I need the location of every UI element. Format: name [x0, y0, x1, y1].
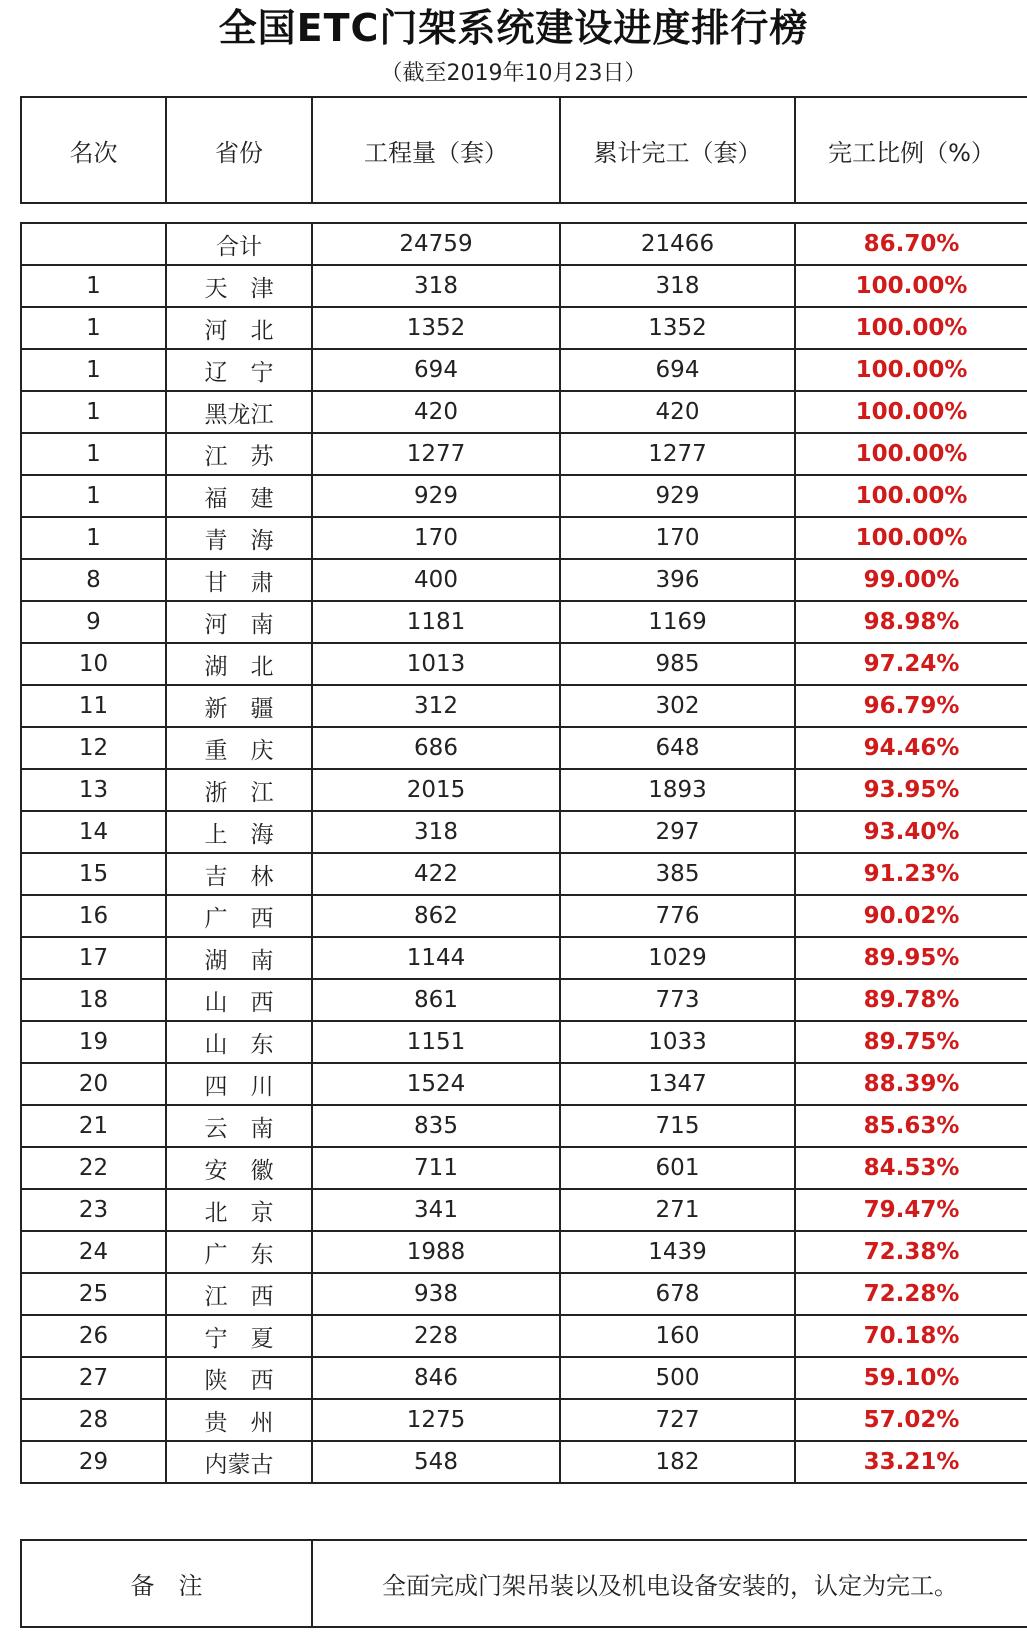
cell-province: 山 西	[166, 979, 312, 1021]
total-rank	[21, 223, 166, 265]
cell-completed: 160	[560, 1315, 795, 1357]
table-row	[21, 601, 1027, 643]
cell-completed: 182	[560, 1441, 795, 1483]
cell-province: 青 海	[166, 517, 312, 559]
table-row	[21, 1273, 1027, 1315]
cell-volume: 420	[312, 391, 560, 433]
cell-ratio: 93.95%	[795, 769, 1027, 811]
cell-province: 吉 林	[166, 853, 312, 895]
cell-rank: 8	[21, 559, 166, 601]
cell-volume: 686	[312, 727, 560, 769]
total-ratio: 86.70%	[795, 223, 1027, 265]
page-title: 全国ETC门架系统建设进度排行榜	[218, 6, 809, 50]
cell-volume: 1277	[312, 433, 560, 475]
cell-rank: 1	[21, 433, 166, 475]
header-row	[21, 97, 1027, 203]
cell-province: 福 建	[166, 475, 312, 517]
cell-volume: 694	[312, 349, 560, 391]
note-text: 全面完成门架吊装以及机电设备安装的，认定为完工。	[312, 1540, 1027, 1627]
cell-province: 北 京	[166, 1189, 312, 1231]
cell-ratio: 84.53%	[795, 1147, 1027, 1189]
cell-province: 四 川	[166, 1063, 312, 1105]
cell-rank: 1	[21, 307, 166, 349]
cell-province: 新 疆	[166, 685, 312, 727]
cell-ratio: 100.00%	[795, 307, 1027, 349]
cell-rank: 15	[21, 853, 166, 895]
cell-province: 浙 江	[166, 769, 312, 811]
cell-ratio: 99.00%	[795, 559, 1027, 601]
cell-volume: 835	[312, 1105, 560, 1147]
cell-rank: 19	[21, 1021, 166, 1063]
cell-volume: 1181	[312, 601, 560, 643]
note-label: 备 注	[21, 1540, 312, 1627]
cell-completed: 1893	[560, 769, 795, 811]
cell-ratio: 100.00%	[795, 391, 1027, 433]
cell-province: 河 北	[166, 307, 312, 349]
cell-volume: 422	[312, 853, 560, 895]
header-table	[20, 96, 1027, 204]
cell-ratio: 91.23%	[795, 853, 1027, 895]
cell-ratio: 98.98%	[795, 601, 1027, 643]
cell-volume: 341	[312, 1189, 560, 1231]
cell-completed: 302	[560, 685, 795, 727]
cell-ratio: 33.21%	[795, 1441, 1027, 1483]
cell-volume: 862	[312, 895, 560, 937]
table-row	[21, 265, 1027, 307]
cell-province: 陕 西	[166, 1357, 312, 1399]
table-row	[21, 1189, 1027, 1231]
cell-ratio: 100.00%	[795, 475, 1027, 517]
cell-rank: 9	[21, 601, 166, 643]
cell-completed: 1352	[560, 307, 795, 349]
cell-ratio: 85.63%	[795, 1105, 1027, 1147]
cell-province: 天 津	[166, 265, 312, 307]
cell-ratio: 59.10%	[795, 1357, 1027, 1399]
table-row	[21, 559, 1027, 601]
table-row	[21, 1399, 1027, 1441]
cell-rank: 25	[21, 1273, 166, 1315]
cell-completed: 929	[560, 475, 795, 517]
cell-completed: 727	[560, 1399, 795, 1441]
cell-rank: 18	[21, 979, 166, 1021]
header-rank: 名次	[21, 97, 166, 203]
cell-volume: 938	[312, 1273, 560, 1315]
cell-volume: 1988	[312, 1231, 560, 1273]
note-table	[20, 1539, 1027, 1628]
table-row	[21, 517, 1027, 559]
cell-rank: 1	[21, 391, 166, 433]
cell-ratio: 100.00%	[795, 433, 1027, 475]
cell-volume: 929	[312, 475, 560, 517]
table-row	[21, 895, 1027, 937]
table-row	[21, 1105, 1027, 1147]
cell-ratio: 100.00%	[795, 265, 1027, 307]
cell-province: 宁 夏	[166, 1315, 312, 1357]
cell-rank: 23	[21, 1189, 166, 1231]
cell-volume: 1144	[312, 937, 560, 979]
cell-ratio: 100.00%	[795, 349, 1027, 391]
cell-volume: 228	[312, 1315, 560, 1357]
cell-completed: 420	[560, 391, 795, 433]
cell-completed: 1169	[560, 601, 795, 643]
cell-volume: 400	[312, 559, 560, 601]
table-row	[21, 1021, 1027, 1063]
table-row	[21, 811, 1027, 853]
cell-completed: 396	[560, 559, 795, 601]
cell-volume: 1352	[312, 307, 560, 349]
cell-completed: 601	[560, 1147, 795, 1189]
table-row	[21, 475, 1027, 517]
cell-province: 湖 北	[166, 643, 312, 685]
header-completed: 累计完工（套）	[560, 97, 795, 203]
cell-province: 江 苏	[166, 433, 312, 475]
cell-completed: 500	[560, 1357, 795, 1399]
total-label: 合计	[166, 223, 312, 265]
cell-completed: 271	[560, 1189, 795, 1231]
cell-volume: 1524	[312, 1063, 560, 1105]
cell-ratio: 97.24%	[795, 643, 1027, 685]
table-row	[21, 433, 1027, 475]
cell-province: 黑龙江	[166, 391, 312, 433]
cell-ratio: 94.46%	[795, 727, 1027, 769]
cell-rank: 26	[21, 1315, 166, 1357]
total-volume: 24759	[312, 223, 560, 265]
cell-volume: 318	[312, 811, 560, 853]
cell-ratio: 89.78%	[795, 979, 1027, 1021]
cell-rank: 13	[21, 769, 166, 811]
cell-volume: 318	[312, 265, 560, 307]
table-row	[21, 1063, 1027, 1105]
cell-ratio: 93.40%	[795, 811, 1027, 853]
cell-volume: 2015	[312, 769, 560, 811]
cell-rank: 17	[21, 937, 166, 979]
table-row	[21, 727, 1027, 769]
cell-volume: 1151	[312, 1021, 560, 1063]
cell-completed: 678	[560, 1273, 795, 1315]
cell-ratio: 96.79%	[795, 685, 1027, 727]
cell-province: 云 南	[166, 1105, 312, 1147]
cell-province: 湖 南	[166, 937, 312, 979]
cell-completed: 1033	[560, 1021, 795, 1063]
cell-volume: 170	[312, 517, 560, 559]
table-row	[21, 349, 1027, 391]
cell-province: 内蒙古	[166, 1441, 312, 1483]
page-subtitle: （截至2019年10月23日）	[380, 61, 647, 86]
cell-completed: 385	[560, 853, 795, 895]
table-row	[21, 1357, 1027, 1399]
cell-rank: 1	[21, 517, 166, 559]
table-row	[21, 1147, 1027, 1189]
cell-rank: 21	[21, 1105, 166, 1147]
cell-ratio: 90.02%	[795, 895, 1027, 937]
cell-rank: 24	[21, 1231, 166, 1273]
note-row	[21, 1540, 1027, 1627]
table-row	[21, 643, 1027, 685]
cell-rank: 1	[21, 349, 166, 391]
ranking-table	[20, 222, 1027, 1484]
cell-completed: 1277	[560, 433, 795, 475]
cell-ratio: 79.47%	[795, 1189, 1027, 1231]
cell-rank: 11	[21, 685, 166, 727]
cell-province: 辽 宁	[166, 349, 312, 391]
cell-volume: 861	[312, 979, 560, 1021]
table-row	[21, 769, 1027, 811]
table-row	[21, 1441, 1027, 1483]
table-row	[21, 685, 1027, 727]
cell-rank: 1	[21, 475, 166, 517]
cell-ratio: 72.28%	[795, 1273, 1027, 1315]
cell-ratio: 89.95%	[795, 937, 1027, 979]
cell-ratio: 100.00%	[795, 517, 1027, 559]
cell-rank: 29	[21, 1441, 166, 1483]
cell-province: 上 海	[166, 811, 312, 853]
cell-province: 安 徽	[166, 1147, 312, 1189]
cell-province: 贵 州	[166, 1399, 312, 1441]
cell-completed: 1029	[560, 937, 795, 979]
cell-volume: 711	[312, 1147, 560, 1189]
cell-province: 山 东	[166, 1021, 312, 1063]
header-volume: 工程量（套）	[312, 97, 560, 203]
total-row	[21, 223, 1027, 265]
header-ratio: 完工比例（%）	[795, 97, 1027, 203]
cell-province: 江 西	[166, 1273, 312, 1315]
cell-completed: 985	[560, 643, 795, 685]
cell-completed: 694	[560, 349, 795, 391]
table-row	[21, 1231, 1027, 1273]
cell-completed: 715	[560, 1105, 795, 1147]
cell-rank: 16	[21, 895, 166, 937]
cell-rank: 22	[21, 1147, 166, 1189]
cell-ratio: 88.39%	[795, 1063, 1027, 1105]
cell-province: 重 庆	[166, 727, 312, 769]
cell-ratio: 57.02%	[795, 1399, 1027, 1441]
cell-rank: 1	[21, 265, 166, 307]
cell-province: 广 东	[166, 1231, 312, 1273]
cell-volume: 846	[312, 1357, 560, 1399]
cell-ratio: 72.38%	[795, 1231, 1027, 1273]
cell-completed: 318	[560, 265, 795, 307]
cell-province: 广 西	[166, 895, 312, 937]
cell-rank: 10	[21, 643, 166, 685]
table-row	[21, 307, 1027, 349]
cell-rank: 20	[21, 1063, 166, 1105]
cell-completed: 1347	[560, 1063, 795, 1105]
cell-completed: 1439	[560, 1231, 795, 1273]
table-row	[21, 1315, 1027, 1357]
cell-completed: 776	[560, 895, 795, 937]
table-row	[21, 853, 1027, 895]
cell-volume: 312	[312, 685, 560, 727]
cell-rank: 28	[21, 1399, 166, 1441]
header-province: 省份	[166, 97, 312, 203]
cell-rank: 14	[21, 811, 166, 853]
total-completed: 21466	[560, 223, 795, 265]
cell-completed: 648	[560, 727, 795, 769]
cell-rank: 27	[21, 1357, 166, 1399]
cell-ratio: 89.75%	[795, 1021, 1027, 1063]
cell-province: 河 南	[166, 601, 312, 643]
table-row	[21, 937, 1027, 979]
table-row	[21, 391, 1027, 433]
cell-volume: 1013	[312, 643, 560, 685]
cell-completed: 773	[560, 979, 795, 1021]
cell-completed: 170	[560, 517, 795, 559]
cell-province: 甘 肃	[166, 559, 312, 601]
cell-rank: 12	[21, 727, 166, 769]
cell-ratio: 70.18%	[795, 1315, 1027, 1357]
table-row	[21, 979, 1027, 1021]
cell-volume: 1275	[312, 1399, 560, 1441]
cell-completed: 297	[560, 811, 795, 853]
cell-volume: 548	[312, 1441, 560, 1483]
